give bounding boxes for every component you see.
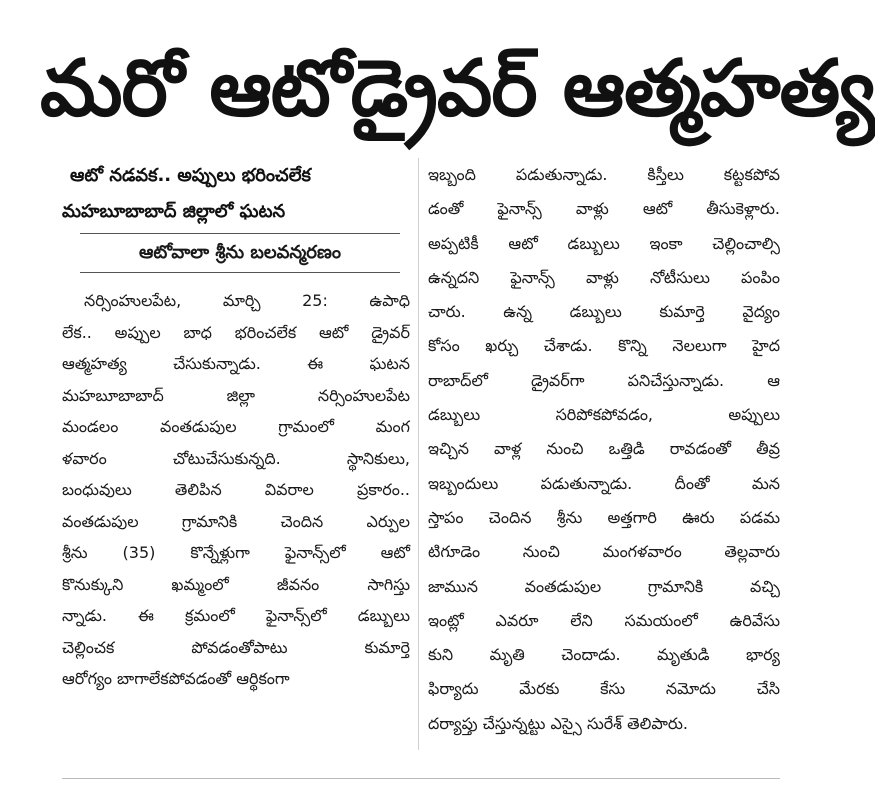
- body-line: మండలం వంతడుపుల గ్రామంలో మంగ: [62, 417, 410, 436]
- left-column: [62, 158, 410, 695]
- bottom-divider: [62, 778, 780, 779]
- body-line: ఆత్మహత్య చేసుకున్నాడు. ఈ ఘటన: [62, 354, 410, 373]
- body-line: ఉన్నదని ఫైనాన్స్ వాళ్లు నోటీసులు పంపిం: [428, 267, 780, 287]
- body-line: ఇచ్చిన వాళ్ల నుంచి ఒత్తిడి రావడంతో తీవ్ర: [428, 439, 780, 459]
- left-column-body: [62, 285, 410, 695]
- body-line: కొనుక్కుని ఖమ్మంలో జీవనం సాగిస్తు: [62, 574, 410, 594]
- body-line: కుని మృతి చెందాడు. మృతుడి భార్య: [428, 645, 780, 665]
- subheading-2: మహబూబాబాద్ జిల్లాలో ఘటన: [62, 201, 286, 222]
- body-line: టిగూడెం నుంచి మంగళవారం తెల్లవారు: [428, 542, 780, 562]
- body-line: శ్రీను (35) కొన్నేళ్లుగా ఫైనాన్స్‌లో ఆటో: [62, 543, 410, 562]
- body-line: డంతో ఫైనాన్స్ వాళ్లు ఆటో తీసుకెళ్లారు.: [428, 199, 780, 219]
- body-line: ఇంట్లో ఎవరూ లేని సమయంలో ఉరివేసు: [428, 610, 780, 630]
- body-line: నర్సింహులపేట, మార్చి 25: ఉపాధి: [84, 291, 410, 310]
- body-line: ఫిర్యాదు మేరకు కేసు నమోదు చేసి: [428, 679, 780, 699]
- body-line: ళవారం చోటుచేసుకున్నది. స్థానికులు,: [62, 448, 410, 468]
- body-line: అప్పటికీ ఆటో డబ్బులు ఇంకా చెల్లించాల్సి: [428, 233, 780, 253]
- body-line: ఇబ్బంది పడుతున్నాడు. కిస్తీలు కట్టకపోవ: [428, 165, 780, 184]
- body-line: వంతడుపుల గ్రామానికి చెందిన ఎర్పుల: [62, 511, 410, 531]
- subheading-3: ఆటోవాలా శ్రీను బలవన్మరణం: [139, 242, 341, 263]
- headline: మరో ఆటోడ్రైవర్ ఆత్మహత్య: [40, 44, 875, 134]
- subheading-divider-bottom: [80, 272, 400, 273]
- body-line: లేక.. అప్పుల బాధ భరించలేక ఆటో డ్రైవర్: [62, 322, 410, 342]
- subheading-1: ఆటో నడవక.. అప్పులు భరించలేక: [70, 165, 311, 186]
- body-line: చెల్లించక పోవడంతోపాటు కుమార్తె: [62, 637, 410, 657]
- body-line: కోసం ఖర్చు చేశాడు. కొన్ని నెలలుగా హైద: [428, 336, 780, 356]
- body-line: ఇబ్బందులు పడుతున్నాడు. దీంతో మన: [428, 473, 780, 493]
- body-line: దర్యాప్తు చేస్తున్నట్టు ఎస్సై సురేశ్ తెలిపారు.: [428, 713, 688, 733]
- body-line: రాబాద్‌లో డ్రైవర్‌గా పనిచేస్తున్నాడు. ఆ: [428, 370, 780, 390]
- body-line: చారు. ఉన్న డబ్బులు కుమార్తె వైద్యం: [428, 302, 780, 322]
- body-line: డబ్బులు సరిపోకపోవడం, అప్పులు: [428, 405, 780, 425]
- body-line: జామున వంతడుపుల గ్రామానికి వచ్చి: [428, 576, 780, 596]
- body-line: బంధువులు తెలిపిన వివరాల ప్రకారం..: [62, 480, 410, 499]
- column-divider: [418, 158, 419, 750]
- body-line: మహబూబాబాద్ జిల్లా నర్సింహులపేట: [62, 385, 410, 405]
- right-column: [428, 158, 780, 741]
- body-line: ఆరోగ్యం బాగాలేకపోవడంతో ఆర్థికంగా: [62, 669, 290, 688]
- body-line: స్తాపం చెందిన శ్రీను అత్తగారి ఊరు పడమ: [428, 507, 780, 527]
- body-line: న్నాడు. ఈ క్రమంలో ఫైనాన్స్‌లో డబ్బులు: [62, 606, 410, 625]
